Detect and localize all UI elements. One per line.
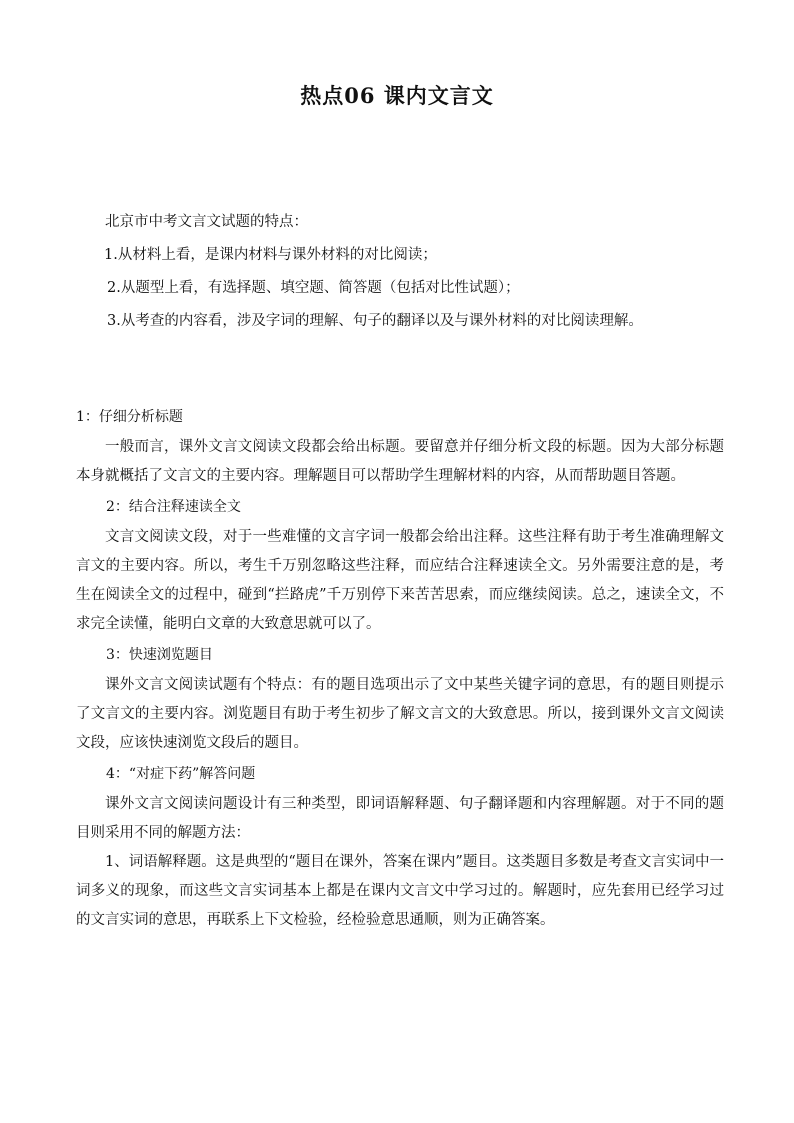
section-paragraph: 课外文言文阅读试题有个特点：有的题目选项出示了文中某些关键字词的意思，有的题目则提示了文言文的主要内容。浏览题目有助于考生初步了解文言文的大致意思。所以，接到课外文言文阅读文段，应该快速浏览文段后的题目。 (76, 677, 724, 751)
document-body (76, 401, 724, 935)
section (76, 758, 724, 935)
document-title: 热点06 课内文言文 (300, 83, 494, 108)
intro-line: 北京市中考文言文试题的特点： (105, 214, 308, 230)
intro-line: 2.从题型上看，有选择题、填空题、简答题（包括对比性试题）； (107, 280, 520, 296)
section (76, 639, 724, 758)
intro-line: 3.从考查的内容看，涉及字词的理解、句子的翻译以及与课外材料的对比阅读理解。 (107, 313, 643, 329)
section (76, 491, 724, 639)
section-heading: 3：快速浏览题目 (106, 647, 213, 663)
intro-line: 1.从材料上看，是课内材料与课外材料的对比阅读； (104, 247, 437, 263)
section-paragraph: 1、词语解释题。这是典型的“题目在课外，答案在课内”题目。这类题目多数是考查文言实词中一词多义的现象，而这些文言实词基本上都是在课内文言文中学习过的。解题时，应先套用已经学习过的文言实词的意思，再联系上下文检验，经检验意思通顺，则为正确答案。 (76, 854, 724, 928)
section (76, 401, 724, 491)
section-paragraph: 一般而言，课外文言文阅读文段都会给出标题。要留意并仔细分析文段的标题。因为大部分标题本身就概括了文言文的主要内容。理解题目可以帮助学生理解材料的内容，从而帮助题目答题。 (76, 439, 724, 484)
section-paragraph: 课外文言文阅读问题设计有三种类型，即词语解释题、句子翻译题和内容理解题。对于不同的题目则采用不同的解题方法： (76, 796, 724, 841)
section-heading: 1：仔细分析标题 (76, 409, 183, 425)
section-paragraph: 文言文阅读文段，对于一些难懂的文言字词一般都会给出注释。这些注释有助于考生准确理解文言文的主要内容。所以，考生千万别忽略这些注释，而应结合注释速读全文。另外需要注意的是，考生在阅读全文的过程中，碰到“拦路虎”千万别停下来苦苦思索，而应继续阅读。总之，速读全文，不求完全读懂，能明白文章的大致意思就可以了。 (76, 529, 724, 632)
section-heading: 2：结合注释速读全文 (106, 499, 241, 515)
section-heading: 4：“对症下药”解答问题 (106, 766, 256, 782)
